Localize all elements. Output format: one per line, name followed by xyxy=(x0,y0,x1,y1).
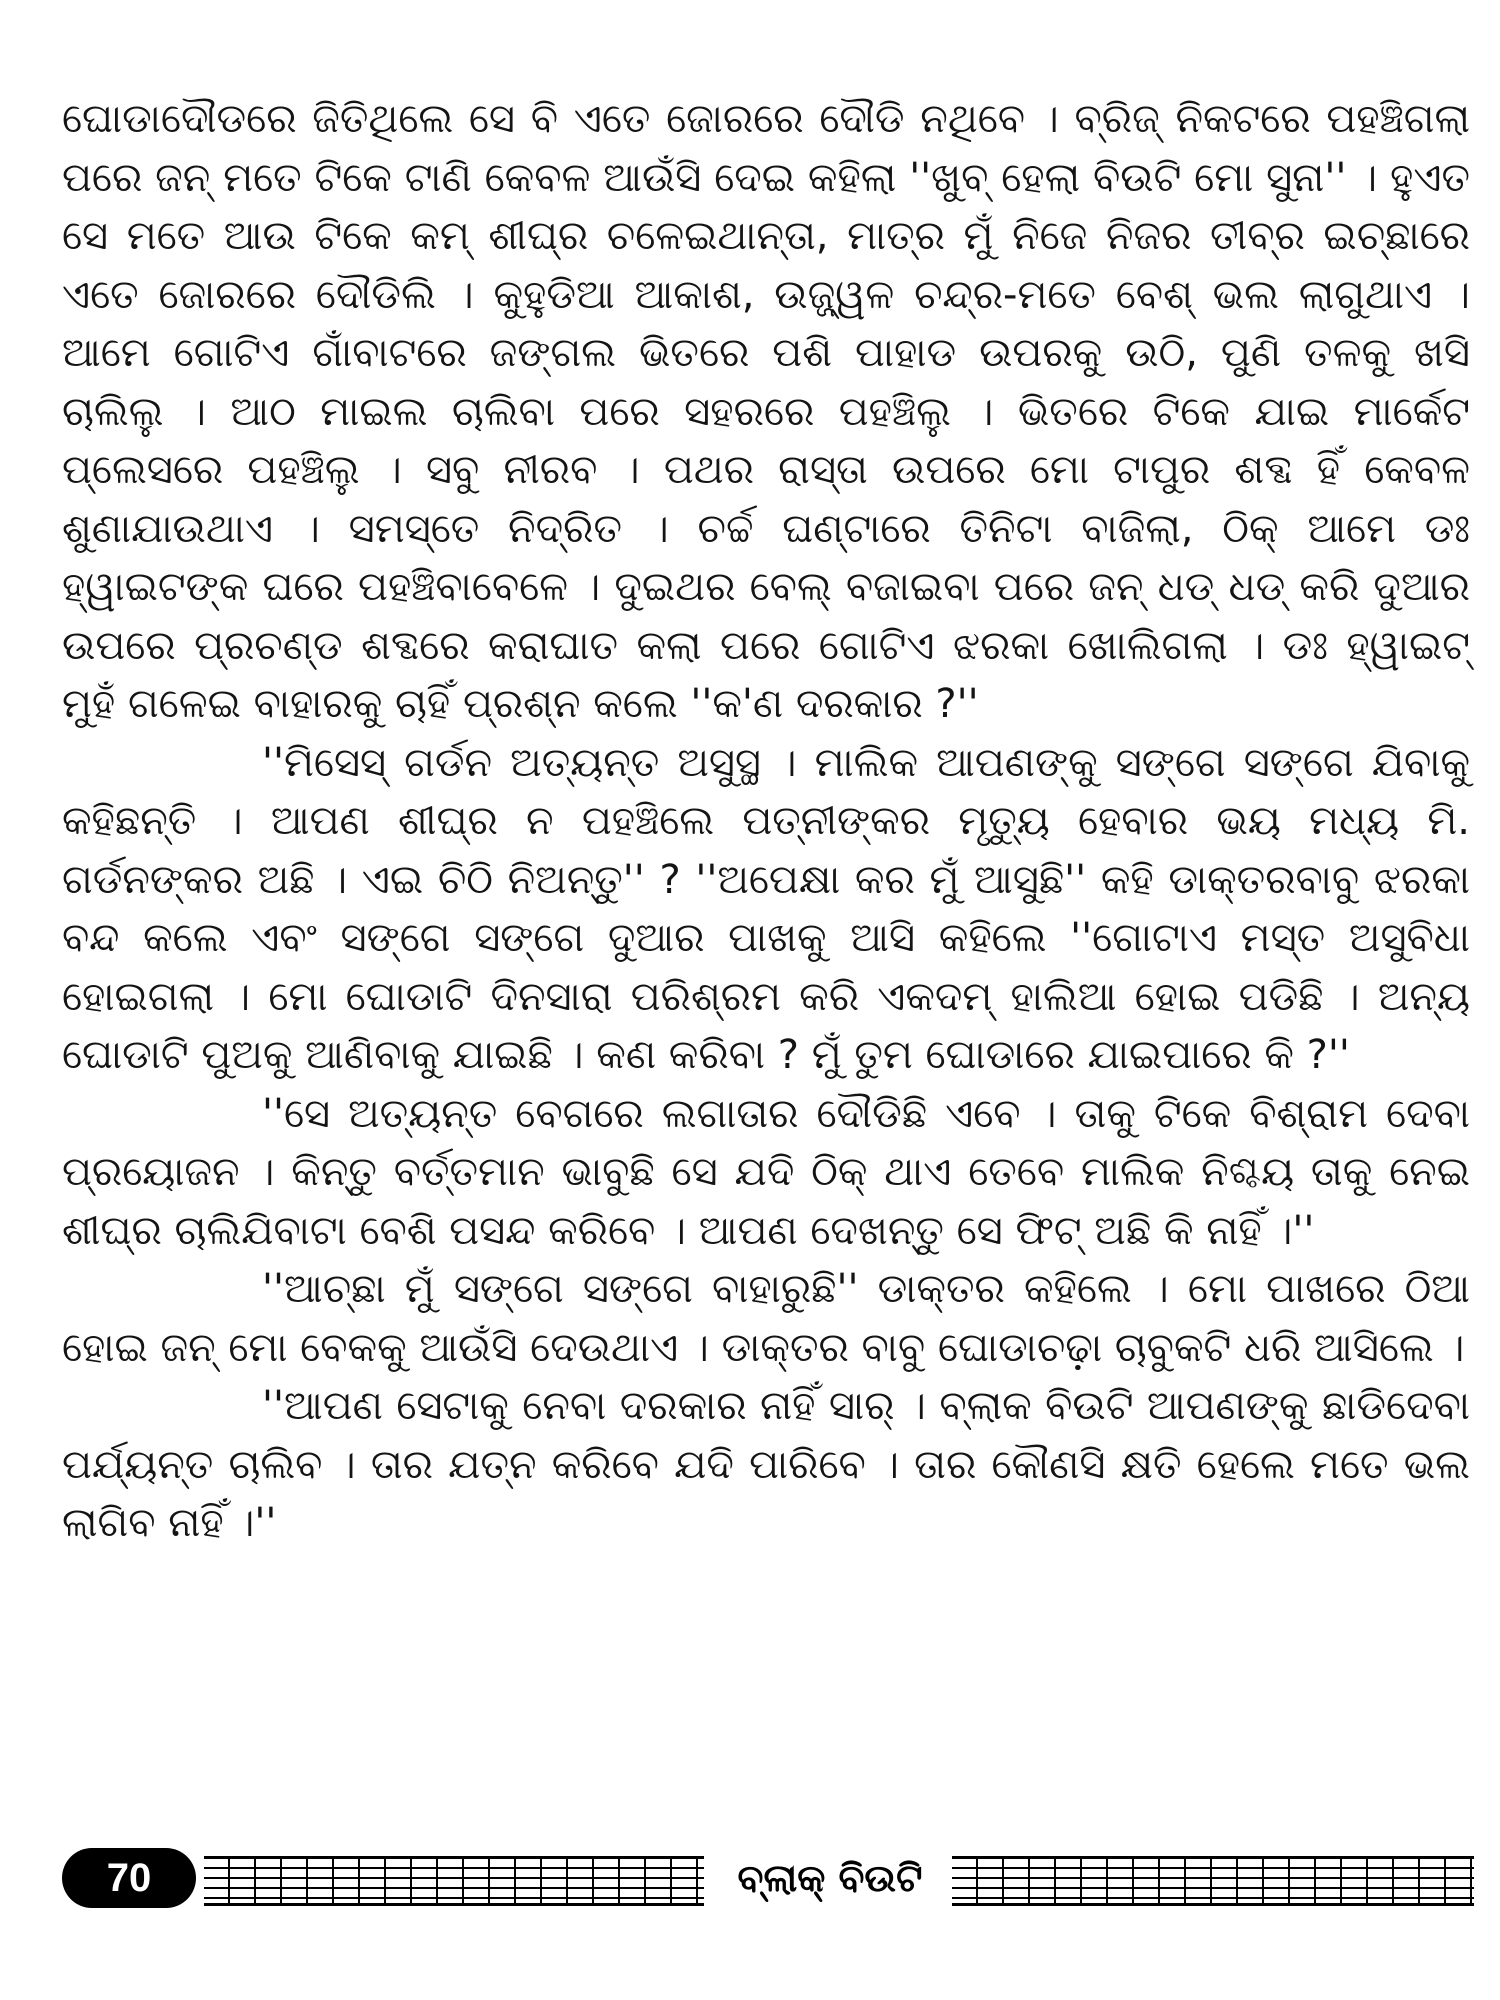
paragraph-4: ''ଆଚ୍ଛା ମୁଁ ସଙ୍ଗେ ସଙ୍ଗେ ବାହାରୁଛି'' ଡାକ୍ତର କହିଲେ । ମୋ ପାଖରେ ଠିଆ ହୋଇ ଜନ୍ ମୋ ବେକକୁ ଆଉଁସି ଦେଉଥାଏ । ଡାକ୍ତର ବାବୁ ଘୋଡାଚଢ଼ା ଚାବୁକଟି ଧରି ଆସିଲେ । xyxy=(62,1266,1470,1371)
running-book-title: ବ୍ଲାକ୍ ବିଉଟି xyxy=(737,1856,923,1900)
paragraph-3: ''ସେ ଅତ୍ୟନ୍ତ ବେଗରେ ଲଗାତାର ଦୌଡିଛି ଏବେ । ତାକୁ ଟିକେ ବିଶ୍ରାମ ଦେବା ପ୍ରୟୋଜନ । କିନ୍ତୁ ବର୍ତ୍ତମାନ ଭାବୁଛି ସେ ଯଦି ଠିକ୍ ଥାଏ ତେବେ ମାଲିକ ନିଶ୍ଚୟ ତାକୁ ନେଇ ଶୀଘ୍ର ଚାଲିଯିବାଟା ବେଶି ପସନ୍ଦ କରିବେ । ଆପଣ ଦେଖନ୍ତୁ ସେ ଫିଟ୍ ଅଛି କି ନାହିଁ ।'' xyxy=(62,1090,1470,1254)
page-number: 70 xyxy=(62,1848,196,1908)
paragraph-2: ''ମିସେସ୍ ଗର୍ଡନ ଅତ୍ୟନ୍ତ ଅସୁସ୍ଥ । ମାଲିକ ଆପଣଙ୍କୁ ସଙ୍ଗେ ସଙ୍ଗେ ଯିବାକୁ କହିଛନ୍ତି । ଆପଣ ଶୀଘ୍ର ନ ପହଞ୍ଚିଲେ ପତ୍ନୀଙ୍କର ମୃତ୍ୟୁ ହେବାର ଭୟ ମଧ୍ୟ ମି. ଗର୍ଡନଙ୍କର ଅଛି । ଏଇ ଚିଠି ନିଅନ୍ତୁ'' ? ''ଅପେକ୍ଷା କର ମୁଁ ଆସୁଛି'' କହି ଡାକ୍ତରବାବୁ ଝରକା ବନ୍ଦ କଲେ ଏବଂ ସଙ୍ଗେ ସଙ୍ଗେ ଦୁଆର ପାଖକୁ ଆସି କହିଲେ ''ଗୋଟାଏ ମସ୍ତ ଅସୁବିଧା ହୋଇଗଲା । ମୋ ଘୋଡାଟି ଦିନସାରା ପରିଶ୍ରମ କରି ଏକଦମ୍ ହାଲିଆ ହୋଇ ପଡିଛି । ଅନ୍ୟ ଘୋଡାଟି ପୁଅକୁ ଆଣିବାକୁ ଯାଇଛି । କଣ କରିବା ? ମୁଁ ତୁମ ଘୋଡାରେ ଯାଇପାରେ କି ?'' xyxy=(62,739,1470,1078)
paragraph-1: ଘୋଡାଦୌଡରେ ଜିତିଥିଲେ ସେ ବି ଏତେ ଜୋରରେ ଦୌଡି ନଥିବେ । ବ୍ରିଜ୍ ନିକଟରେ ପହଞ୍ଚିଗଲା ପରେ ଜନ୍ ମତେ ଟିକେ ଟାଣି କେବଳ ଆଉଁସି ଦେଇ କହିଲା ''ଖୁବ୍ ହେଲା ବିଉଟି ମୋ ସୁନା'' । ହୁଏତ ସେ ମତେ ଆଉ ଟିକେ କମ୍ ଶୀଘ୍ର ଚଳେଇଥାନ୍ତା, ମାତ୍ର ମୁଁ ନିଜେ ନିଜର ତୀବ୍ର ଇଚ୍ଛାରେ ଏତେ ଜୋରରେ ଦୌଡିଲି । କୁହୁଡିଆ ଆକାଶ, ଉଜ୍ଜ୍ୱଳ ଚନ୍ଦ୍ର-ମତେ ବେଶ୍ ଭଲ ଲାଗୁଥାଏ । ଆମେ ଗୋଟିଏ ଗାଁବାଟରେ ଜଙ୍ଗଲ ଭିତରେ ପଶି ପାହାଡ ଉପରକୁ ଉଠି, ପୁଣି ତଳକୁ ଖସି ଚାଲିଲୁ । ଆଠ ମାଇଲ ଚାଲିବା ପରେ ସହରରେ ପହଞ୍ଚିଲୁ । ଭିତରେ ଟିକେ ଯାଇ ମାର୍କେଟ ପ୍ଲେସରେ ପହଞ୍ଚିଲୁ । ସବୁ ନୀରବ । ପଥର ରାସ୍ତା ଉପରେ ମୋ ଟାପୁର ଶବ୍ଦ ହିଁ କେବଳ ଶୁଣାଯାଉଥାଏ । ସମସ୍ତେ ନିଦ୍ରିତ । ଚର୍ଚ୍ଚ ଘଣ୍ଟାରେ ତିନିଟା ବାଜିଲା, ଠିକ୍ ଆମେ ଡଃ ହ୍ୱାଇଟଙ୍କ ଘରେ ପହଞ୍ଚିବାବେଳେ । ଦୁଇଥର ବେଲ୍ ବଜାଇବା ପରେ ଜନ୍ ଧଡ୍ ଧଡ୍ କରି ଦୁଆର ଉପରେ ପ୍ରଚଣ୍ଡ ଶବ୍ଦରେ କରାଘାତ କଲା ପରେ ଗୋଟିଏ ଝରକା ଖୋଲିଗଲା । ଡଃ ହ୍ୱାଇଟ୍ ମୁହଁ ଗଳେଇ ବାହାରକୁ ଚାହିଁ ପ୍ରଶ୍ନ କଲେ ''କ'ଣ ଦରକାର ?'' xyxy=(62,96,1470,727)
brick-border-right xyxy=(952,1856,1474,1906)
page-body xyxy=(62,90,1470,1553)
brick-border-left xyxy=(204,1856,704,1906)
page-footer xyxy=(62,1848,1474,1910)
paragraph-5: ''ଆପଣ ସେଟାକୁ ନେବା ଦରକାର ନାହିଁ ସାର୍ । ବ୍ଲାକ ବିଉଟି ଆପଣଙ୍କୁ ଛାଡିଦେବା ପର୍ଯ୍ୟନ୍ତ ଚାଲିବ । ତାର ଯତ୍ନ କରିବେ ଯଦି ପାରିବେ । ତାର କୌଣସି କ୍ଷତି ହେଲେ ମତେ ଭଲ ଲାଗିବ ନାହିଁ ।'' xyxy=(62,1383,1470,1546)
